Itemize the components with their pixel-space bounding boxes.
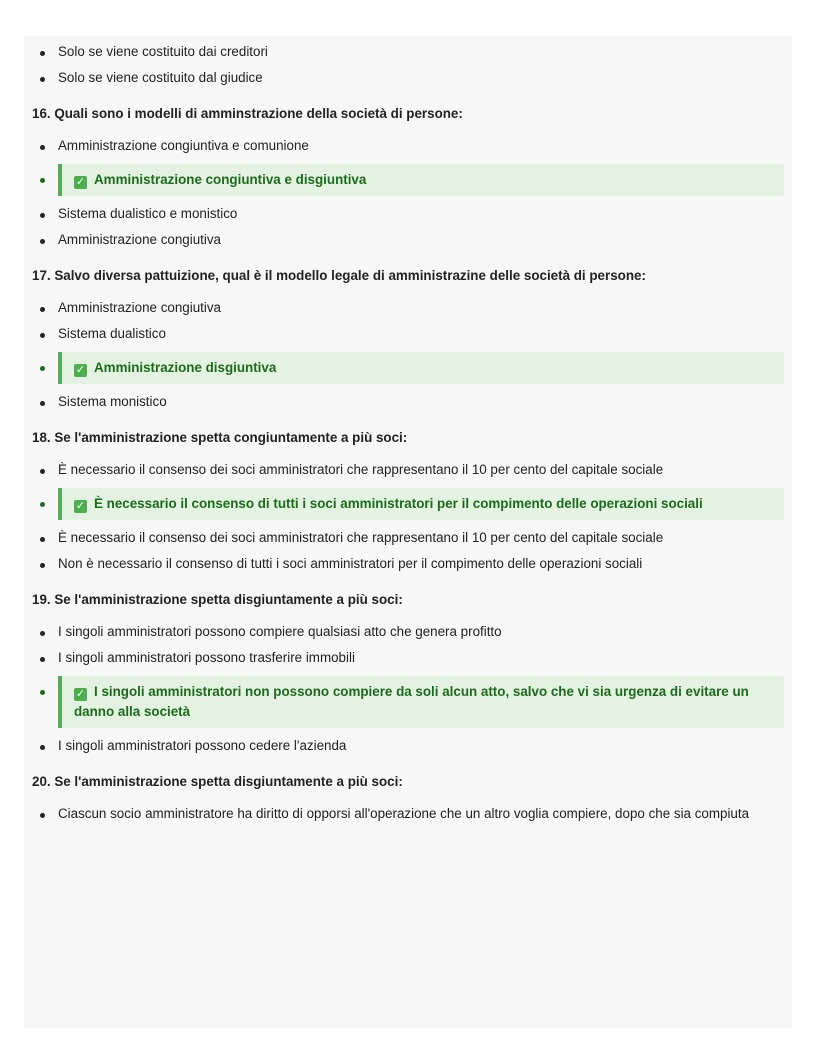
checkmark-icon: ✓	[75, 364, 86, 376]
option: Solo se viene costituito dal giudice	[58, 66, 784, 90]
option: Amministrazione congiutiva	[58, 296, 784, 320]
option: Non è necessario il consenso di tutti i soci amministratori per il compimento delle operazioni sociali	[58, 552, 784, 576]
option: Sistema dualistico e monistico	[58, 202, 784, 226]
intro-option-list	[58, 36, 784, 90]
correct-option-text: È necessario il consenso di tutti i soci amministratori per il compimento delle operazioni sociali	[94, 496, 703, 511]
correct-option	[58, 352, 784, 384]
option: È necessario il consenso dei soci amministratori che rappresentano il 10 per cento del capitale sociale	[58, 526, 784, 550]
question-title: 19. Se l'amministrazione spetta disgiuntamente a più soci:	[32, 592, 403, 607]
question-title: 17. Salvo diversa pattuizione, qual è il modello legale di amministrazine delle società di persone:	[32, 268, 646, 283]
question-title: 20. Se l'amministrazione spetta disgiuntamente a più soci:	[32, 774, 403, 789]
option: Amministrazione congiuntiva e comunione	[58, 134, 784, 158]
question-title: 16. Quali sono i modelli di amminstrazione della società di persone:	[32, 106, 463, 121]
correct-option-text: Amministrazione congiuntiva e disgiuntiva	[94, 172, 367, 187]
quiz-page	[24, 36, 792, 1028]
correct-option	[58, 164, 784, 196]
option: Sistema monistico	[58, 390, 784, 414]
option-list	[58, 134, 784, 252]
correct-option	[58, 676, 784, 728]
option: I singoli amministratori possono cedere l'azienda	[58, 734, 784, 758]
option-list	[58, 458, 784, 576]
option: I singoli amministratori possono compiere qualsiasi atto che genera profitto	[58, 620, 784, 644]
correct-option-text: I singoli amministratori non possono compiere da soli alcun atto, salvo che vi sia urgenza di evitare un danno alla società	[74, 684, 749, 719]
option: È necessario il consenso dei soci amministratori che rappresentano il 10 per cento del capitale sociale	[58, 458, 784, 482]
option: Ciascun socio amministratore ha diritto di opporsi all'operazione che un altro voglia compiere, dopo che sia compiuta	[58, 802, 784, 826]
checkmark-icon: ✓	[75, 500, 86, 512]
option: Amministrazione congiutiva	[58, 228, 784, 252]
checkmark-icon: ✓	[75, 176, 86, 188]
option-list	[58, 802, 784, 826]
option: I singoli amministratori possono trasferire immobili	[58, 646, 784, 670]
correct-option	[58, 488, 784, 520]
checkmark-icon: ✓	[75, 688, 86, 700]
option-list	[58, 620, 784, 758]
question-title: 18. Se l'amministrazione spetta congiuntamente a più soci:	[32, 430, 408, 445]
correct-option-text: Amministrazione disgiuntiva	[94, 360, 277, 375]
option: Solo se viene costituito dai creditori	[58, 40, 784, 64]
option-list	[58, 296, 784, 414]
option: Sistema dualistico	[58, 322, 784, 346]
